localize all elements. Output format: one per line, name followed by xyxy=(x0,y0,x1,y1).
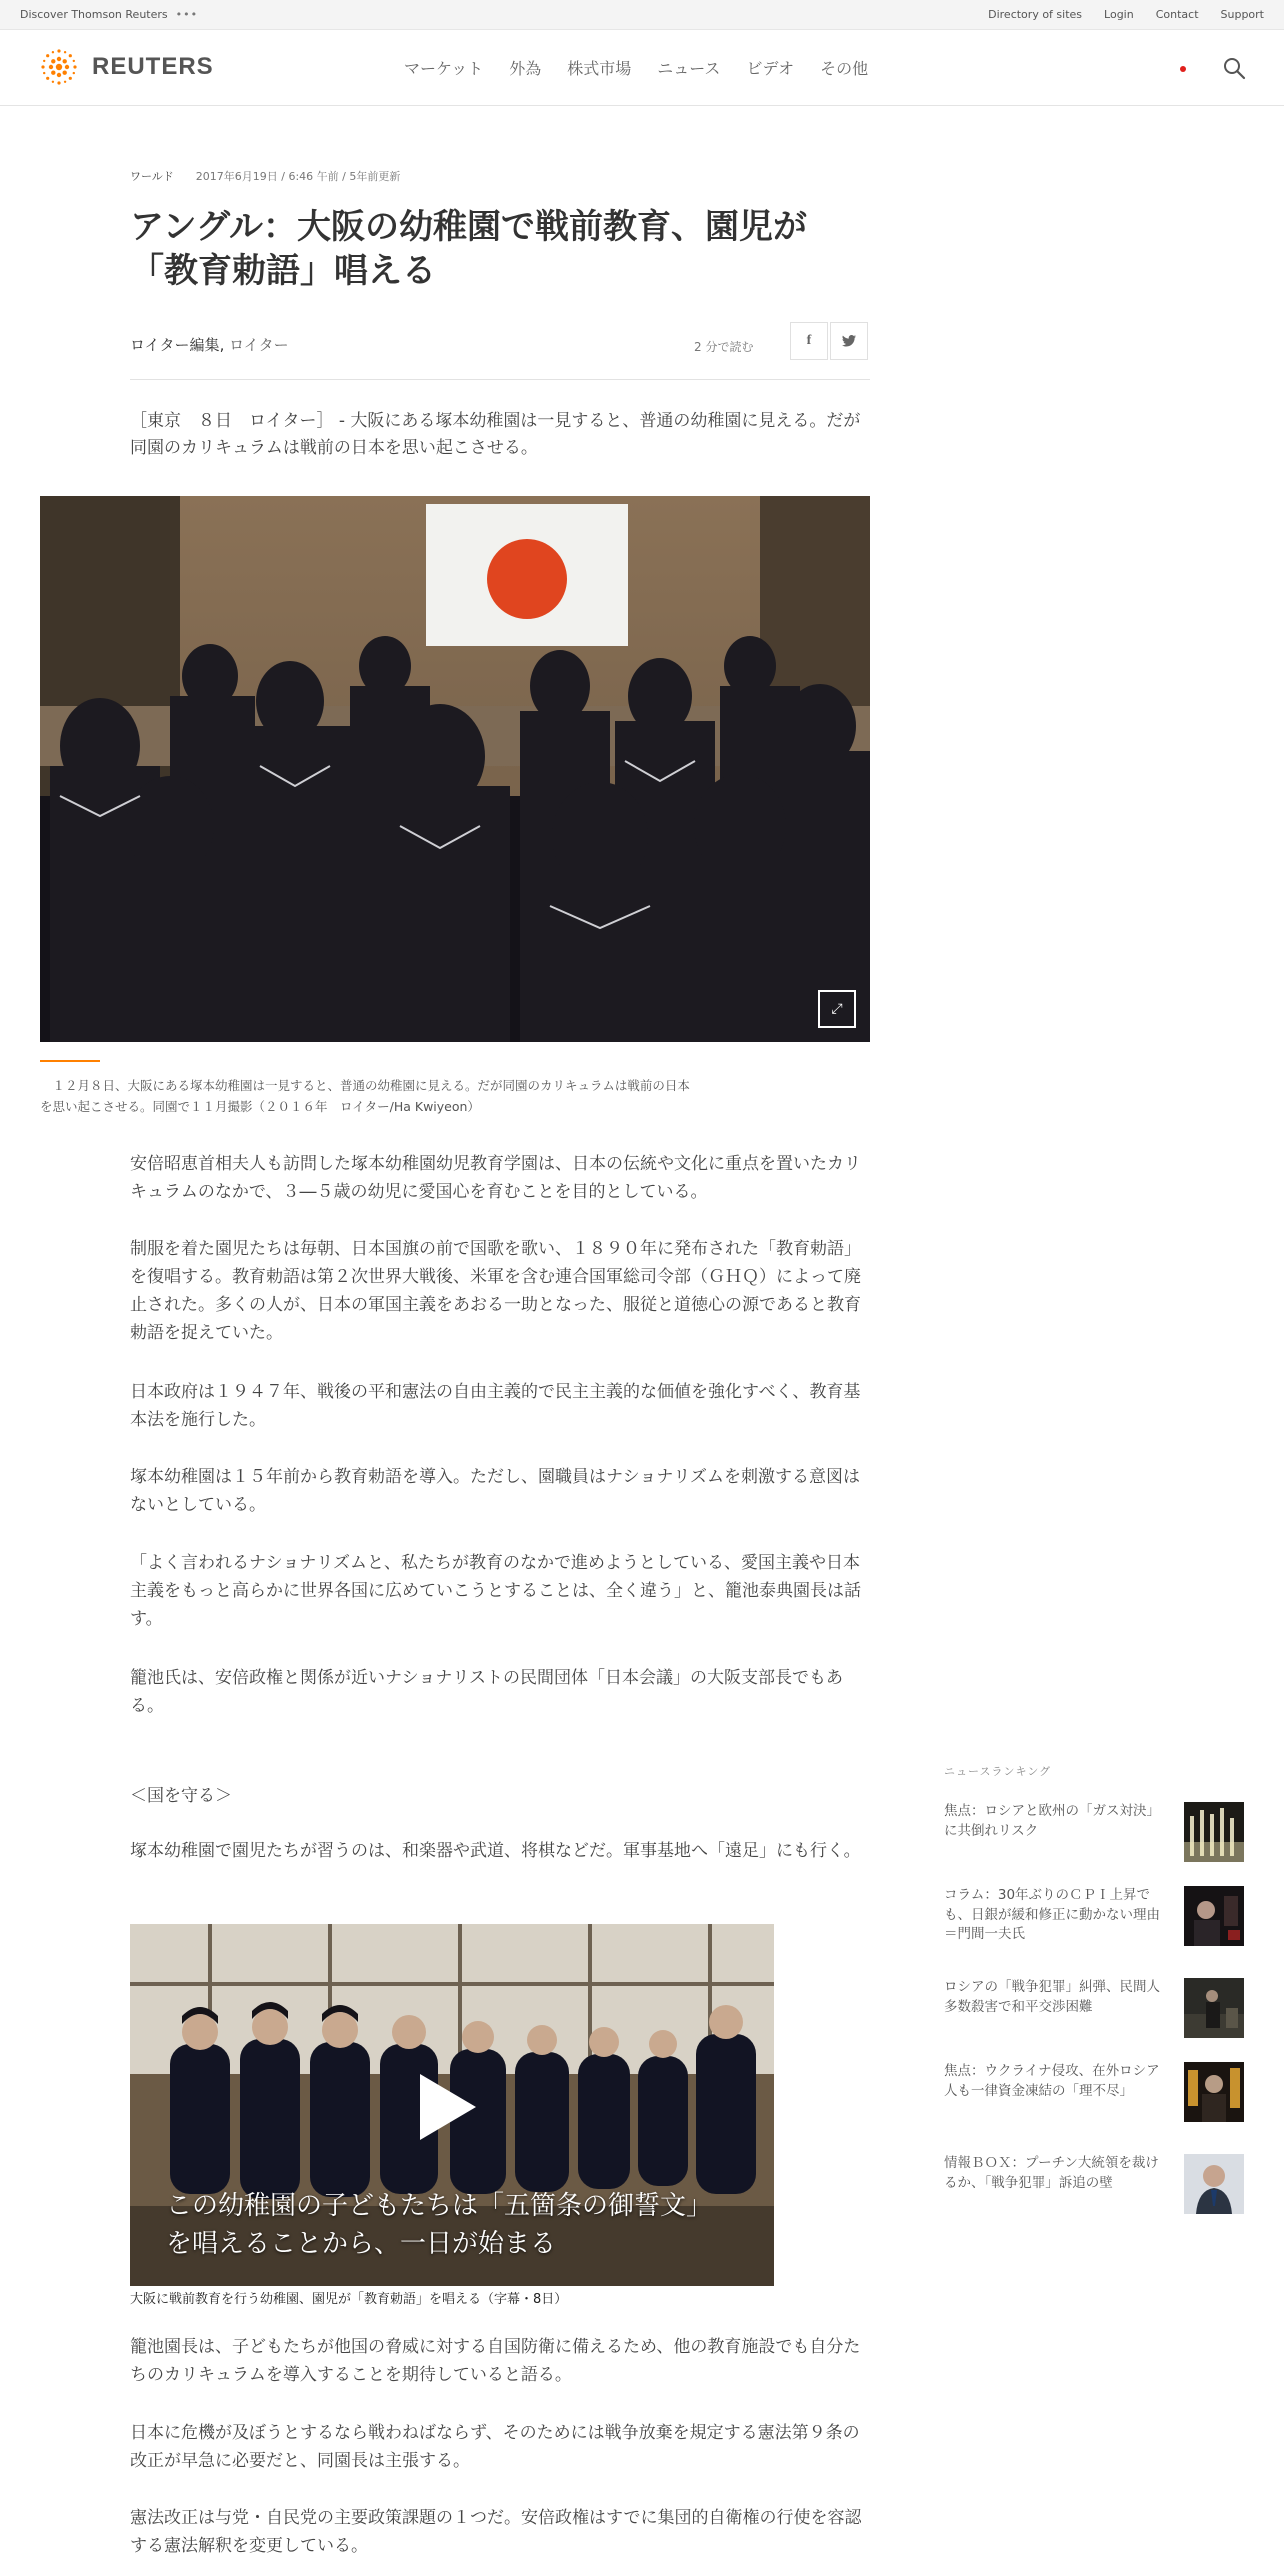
byline-author[interactable]: ロイター編集 xyxy=(130,336,220,354)
body-paragraph: 塚本幼稚園は１５年前から教育勅語を導入。ただし、園職員はナショナリズムを刺激する意図はないとしている。 xyxy=(130,1467,860,1516)
section-subheading: ＜国を守る＞ xyxy=(130,1786,232,1806)
nav-video[interactable]: ビデオ xyxy=(746,59,795,78)
discover-thomson-reuters[interactable] xyxy=(20,8,198,21)
reuters-logo[interactable] xyxy=(38,46,214,88)
russians-thumb[interactable] xyxy=(1184,2062,1244,2122)
japan-edition-icon[interactable] xyxy=(1180,66,1186,72)
reuters-logo-icon xyxy=(38,46,80,88)
body-paragraph: 塚本幼稚園で園児たちが習うのは、和楽器や武道、将棋などだ。軍事基地へ「遠足」にも行く。 xyxy=(130,1841,861,1861)
read-time: 2 分で読む xyxy=(694,340,754,354)
hero-photo-illustration xyxy=(40,496,870,1042)
video-subtitles xyxy=(166,2188,712,2263)
video-player[interactable] xyxy=(130,1924,774,2286)
byline: ロイター編集, ロイター xyxy=(130,336,289,354)
headline-line-1: アングル：大阪の幼稚園で戦前教育、園児が xyxy=(130,207,807,247)
utility-links xyxy=(988,8,1264,21)
boj-thumb[interactable] xyxy=(1184,1886,1244,1946)
main-nav xyxy=(404,56,868,79)
twitter-icon xyxy=(842,335,856,347)
ranking-item[interactable] xyxy=(944,1802,1244,1864)
utility-bar xyxy=(0,0,1284,30)
directory-of-sites-link[interactable]: Directory of sites xyxy=(988,8,1083,21)
video-caption: 大阪に戦前教育を行う幼稚園、園児が「教育勅語」を唱える（字幕・8日） xyxy=(130,2292,568,2307)
nav-stocks[interactable]: 株式市場 xyxy=(567,59,632,78)
headline-line-2: 「教育勅語」唱える xyxy=(130,250,436,291)
section-label[interactable]: ワールド xyxy=(130,170,174,183)
expand-photo-icon[interactable]: ⤢ xyxy=(818,990,856,1028)
hero-photo[interactable] xyxy=(40,496,870,1042)
search-icon[interactable] xyxy=(1222,56,1246,80)
body-paragraph: 日本に危機が及ぼうとするなら戦わねばならず、そのためには戦争放棄を規定する憲法第９条の改正が早急に必要だと、同園長は主張する。 xyxy=(130,2423,860,2472)
body-paragraph: 日本政府は１９４７年、戦後の平和憲法の自由主義的で民主主義的な価値を強化すべく、教育基本法を施行した。 xyxy=(130,1382,861,1431)
logo-wordmark: REUTERS xyxy=(92,53,214,80)
byline-row xyxy=(130,322,870,380)
more-dots-icon[interactable]: ••• xyxy=(175,8,199,21)
headline xyxy=(130,206,870,293)
gas-facility-thumb[interactable] xyxy=(1184,1802,1244,1862)
putin-thumb[interactable] xyxy=(1184,2154,1244,2214)
facebook-icon: f xyxy=(806,333,812,348)
discover-label[interactable]: Discover Thomson Reuters xyxy=(20,8,168,21)
facebook-share-button[interactable] xyxy=(790,322,828,360)
nav-forex[interactable]: 外為 xyxy=(509,59,542,78)
ranking-item-title[interactable]: ロシアの「戦争犯罪」糾弾、民間人多数殺害で和平交渉困難 xyxy=(944,1979,1160,2015)
photo-caption: １２月８日、大阪にある塚本幼稚園は一見すると、普通の幼稚園に見える。だが同園のカリキュラムは戦前の日本を思い起こさせる。同園で１１月撮影（２０１６年 ロイター/Ha Kwiyeon） xyxy=(40,1078,690,1114)
body-paragraph: 「よく言われるナショナリズムと、私たちが教育のなかで進めようとしている、愛国主義や日本主義をもっと高らかに世界各国に広めていこうとすることは、全く違う」と、籠池泰典園長は話す。 xyxy=(130,1553,861,1630)
nav-news[interactable]: ニュース xyxy=(657,59,721,78)
ranking-item[interactable] xyxy=(944,2062,1244,2124)
site-header xyxy=(0,30,1284,106)
video-subtitle-line-1: この幼稚園の子どもたちは「五箇条の御誓文」 xyxy=(166,2191,713,2221)
lead-paragraph: ［東京 ８日 ロイター］ - 大阪にある塚本幼稚園は一見すると、普通の幼稚園に見える。だが同園のカリキュラムは戦前の日本を思い起こさせる。 xyxy=(130,411,861,459)
ranking-item[interactable] xyxy=(944,1978,1244,2040)
war-thumb[interactable] xyxy=(1184,1978,1244,2038)
nav-markets[interactable]: マーケット xyxy=(404,59,484,78)
login-link[interactable]: Login xyxy=(1104,8,1134,21)
body-paragraph: 籠池氏は、安倍政権と関係が近いナショナリストの民間団体「日本会議」の大阪支部長でもある。 xyxy=(130,1668,843,1717)
caption-accent-rule xyxy=(40,1060,100,1062)
ranking-item-title[interactable]: 情報ＢＯＸ：プーチン大統領を裁けるか、「戦争犯罪」訴追の壁 xyxy=(944,2155,1159,2191)
body-paragraph: 籠池園長は、子どもたちが他国の脅威に対する自国防衛に備えるため、他の教育施設でも自分たちのカリキュラムを導入することを期待していると語る。 xyxy=(130,2337,861,2386)
play-icon[interactable] xyxy=(420,2074,476,2140)
byline-org[interactable]: ロイター xyxy=(229,336,289,354)
nav-more[interactable]: その他 xyxy=(820,59,869,78)
ranking-item[interactable] xyxy=(944,1886,1244,1948)
ranking-item-title[interactable]: 焦点：ウクライナ侵攻、在外ロシア人も一律資金凍結の「理不尽」 xyxy=(944,2063,1160,2099)
body-paragraph: 憲法改正は与党・自民党の主要政策課題の１つだ。安倍政権はすでに集団的自衛権の行使を容認する憲法解釈を変更している。 xyxy=(130,2508,862,2557)
support-link[interactable]: Support xyxy=(1220,8,1264,21)
ranking-item-title[interactable]: コラム：30年ぶりのＣＰＩ上昇でも、日銀が緩和修正に動かない理由＝門間一夫氏 xyxy=(944,1887,1160,1943)
body-paragraph: 安倍昭恵首相夫人も訪問した塚本幼稚園幼児教育学園は、日本の伝統や文化に重点を置いたカリキュラムのなかで、３―５歳の幼児に愛国心を育むことを目的としている。 xyxy=(130,1154,861,1203)
news-ranking-title: ニュースランキング xyxy=(944,1765,1052,1778)
ranking-item[interactable] xyxy=(944,2154,1244,2216)
twitter-share-button[interactable] xyxy=(830,322,868,360)
contact-link[interactable]: Contact xyxy=(1155,8,1199,21)
article-meta xyxy=(130,168,400,184)
ranking-item-title[interactable]: 焦点：ロシアと欧州の「ガス対決」に共倒れリスク xyxy=(944,1803,1160,1839)
video-subtitle-line-2: を唱えることから、一日が始まる xyxy=(166,2228,557,2259)
body-paragraph: 制服を着た園児たちは毎朝、日本国旗の前で国歌を歌い、１８９０年に発布された「教育勅語」を復唱する。教育勅語は第２次世界大戦後、米軍を含む連合国軍総司令部（ＧＨＱ）によって廃止された。多くの人が、日本の軍国主義をあおる一助となった、服従と道徳心の源であると教育勅語を捉えていた。 xyxy=(130,1239,861,1344)
timestamp: 2017年6月19日 / 6:46 午前 / 5年前更新 xyxy=(195,170,401,183)
